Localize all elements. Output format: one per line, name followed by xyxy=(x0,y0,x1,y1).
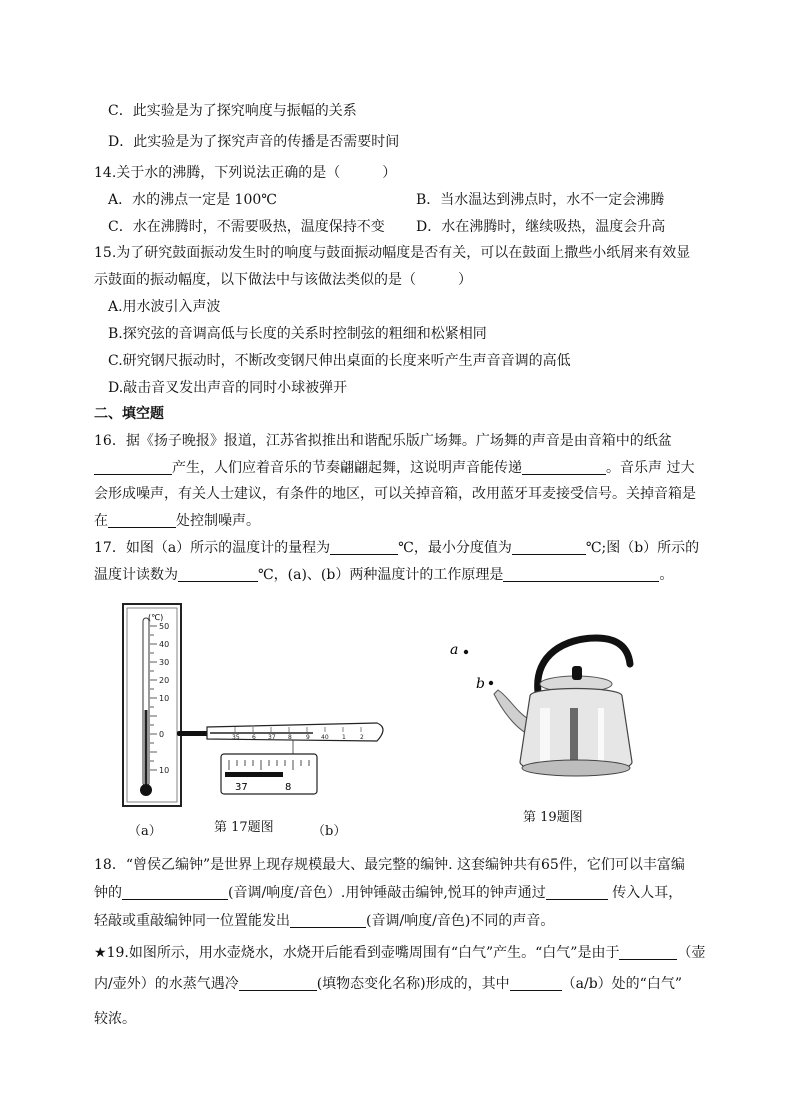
q18-line2 xyxy=(94,884,682,902)
zoom-label: 8 xyxy=(285,782,292,793)
scale-label: 10 xyxy=(159,766,170,775)
q17-text: ℃，(a)、(b）两种温度计的工作原理是 xyxy=(258,567,504,583)
answer-blank[interactable] xyxy=(522,460,606,475)
q16-line3: 会形成噪声，有关人士建议，有条件的地区，可以关掉音箱，改用蓝牙耳麦接受信号。关掉音箱是 xyxy=(94,486,696,502)
clinical-scale-label: 35 xyxy=(232,734,240,741)
answer-blank[interactable] xyxy=(546,885,608,900)
q16-text: 在 xyxy=(94,513,108,529)
star-icon: ★ xyxy=(94,945,107,961)
q15-option-a: A.用水波引入声波 xyxy=(108,299,221,315)
scale-label: 50 xyxy=(159,622,170,631)
scale-label: 30 xyxy=(159,658,170,667)
clinical-scale-label: 6 xyxy=(252,734,256,741)
q14-option-a: A．水的沸点一定是 100℃ xyxy=(108,192,277,208)
q17-text: 。 xyxy=(659,567,674,583)
q18-text: 钟的 xyxy=(94,885,122,901)
answer-blank[interactable] xyxy=(94,460,172,475)
q16-line1: 16．据《扬子晚报》报道，江苏省拟推出和谐配乐版广场舞。广场舞的声音是由音箱中的纸盆 xyxy=(94,433,672,449)
lab-thermometer xyxy=(123,604,181,806)
q19-text: 内/壶外）的水蒸气遇冷 xyxy=(94,976,239,992)
figure-label-a: （a） xyxy=(128,824,162,839)
q16-line4 xyxy=(94,512,260,530)
q16-line2 xyxy=(94,459,694,477)
q18-text: (音调/响度/音色）.用钟锤敲击编钟,悦耳的钟声通过 xyxy=(228,885,546,901)
answer-blank[interactable] xyxy=(239,976,317,991)
figure-label-b: （b） xyxy=(312,824,347,839)
answer-blank[interactable] xyxy=(108,513,176,528)
point-label-b: b xyxy=(476,676,485,692)
clinical-scale-label: 9 xyxy=(306,734,310,741)
q17-line1 xyxy=(94,539,699,557)
q17-line2 xyxy=(94,566,673,584)
figure-17-caption: 第 17题图 xyxy=(214,820,274,835)
q18-line1: 18．“曾侯乙编钟”是世界上现存规模最大、最完整的编钟. 这套编钟共有65件，它们可以丰富编 xyxy=(94,857,685,873)
answer-blank[interactable] xyxy=(122,885,228,900)
q15-option-c: C.研究钢尺振动时，不断改变钢尺伸出桌面的长度来听产生声音音调的高低 xyxy=(108,353,571,369)
q15-stem-line1: 15.为了研究鼓面振动发生时的响度与鼓面振动幅度是否有关，可以在鼓面上撒些小纸屑来有效显 xyxy=(94,245,691,261)
thermometer-unit-label: (℃) xyxy=(148,613,164,622)
q16-text: 处控制噪声。 xyxy=(176,513,260,529)
scale-label: 10 xyxy=(159,694,170,703)
figure-19-kettle xyxy=(446,624,646,784)
figure-17-thermometers xyxy=(115,598,415,816)
clinical-thermometer xyxy=(177,723,383,794)
q18-text: 传入人耳， xyxy=(607,885,683,901)
q19-text: 19.如图所示，用水壶烧水，水烧开后能看到壶嘴周围有“白气”产生。“白气”是由于 xyxy=(106,945,620,961)
q16-text: 产生，人们应着音乐的节奏翩翩起舞，这说明声音能传递 xyxy=(172,460,522,476)
q15-stem-line2: 示鼓面的振动幅度，以下做法中与该做法类似的是（ ） xyxy=(94,272,472,288)
answer-blank[interactable] xyxy=(503,567,659,582)
section-heading-fill-in: 二、填空题 xyxy=(94,406,164,422)
q15-option-d: D.敲击音叉发出声音的同时小球被弹开 xyxy=(108,380,348,396)
clinical-scale-label: 1 xyxy=(342,734,346,741)
q14-option-c: C．水在沸腾时，不需要吸热，温度保持不变 xyxy=(108,219,385,235)
q16-text: 。音乐声 过大 xyxy=(606,460,695,476)
scale-label: 40 xyxy=(159,640,170,649)
point-b-dot xyxy=(489,681,493,685)
q13-option-c: C．此实验是为了探究响度与振幅的关系 xyxy=(108,103,357,119)
q17-text: ℃，最小分度值为 xyxy=(398,540,512,556)
answer-blank[interactable] xyxy=(290,913,366,928)
q14-option-d: D．水在沸腾时，继续吸热，温度会升高 xyxy=(416,219,666,235)
q18-text: (音调/响度/音色)不同的声音。 xyxy=(366,913,555,929)
clinical-scale-label: 2 xyxy=(360,734,364,741)
q17-text: 温度计读数为 xyxy=(94,567,178,583)
scale-label: 0 xyxy=(159,730,165,739)
figure-19-caption: 第 19题图 xyxy=(523,810,583,825)
point-label-a: a xyxy=(450,642,459,658)
q13-option-d: D．此实验是为了探究声音的传播是否需要时间 xyxy=(108,134,400,150)
clinical-scale-label: 8 xyxy=(288,734,292,741)
q19-line3: 较浓。 xyxy=(94,1011,136,1027)
q18-text: 轻敲或重敲编钟同一位置能发出 xyxy=(94,913,290,929)
answer-blank[interactable] xyxy=(619,945,677,960)
q19-line1 xyxy=(94,944,705,962)
q19-text: （a/b）处的“白气” xyxy=(561,976,682,992)
q18-line3 xyxy=(94,912,554,930)
q14-stem: 14.关于水的沸腾，下列说法正确的是（ ） xyxy=(94,165,397,181)
kettle-illustration xyxy=(494,638,632,776)
point-a-dot xyxy=(464,650,468,654)
q19-text: (填物态变化名称)形成的，其中 xyxy=(316,976,510,992)
answer-blank[interactable] xyxy=(178,567,258,582)
q14-option-b: B．当水温达到沸点时，水不一定会沸腾 xyxy=(416,192,665,208)
q15-option-b: B.探究弦的音调高低与长度的关系时控制弦的粗细和松紧相同 xyxy=(108,326,487,342)
q17-text: 17．如图（a）所示的温度计的量程为 xyxy=(94,540,331,556)
answer-blank[interactable] xyxy=(512,540,586,555)
answer-blank[interactable] xyxy=(330,540,398,555)
scale-label: 20 xyxy=(159,676,170,685)
answer-blank[interactable] xyxy=(510,976,562,991)
q17-text: ℃;图（b）所示的 xyxy=(585,540,700,556)
clinical-scale-label: 37 xyxy=(268,734,276,741)
clinical-scale-label: 40 xyxy=(321,734,329,741)
zoom-label: 37 xyxy=(235,782,248,793)
q19-text: （壶 xyxy=(677,945,706,961)
q19-line2 xyxy=(94,975,682,993)
